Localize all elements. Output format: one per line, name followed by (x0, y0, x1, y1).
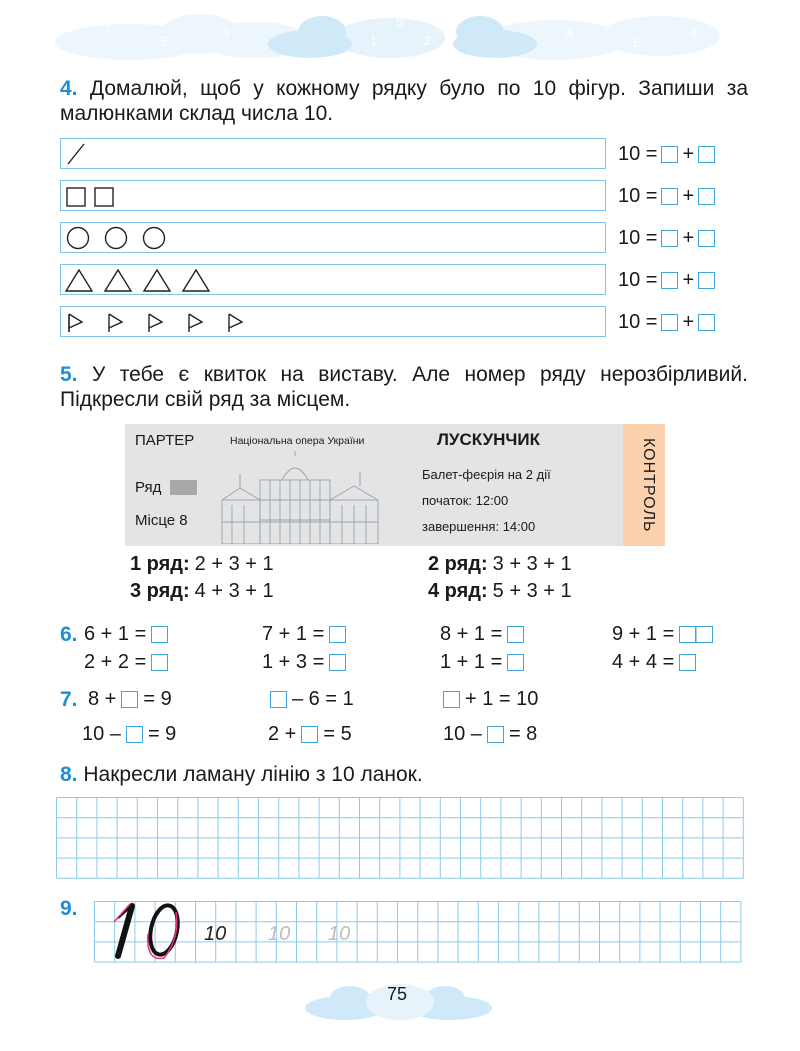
option-label: 1 ряд: (130, 553, 190, 575)
answer-box[interactable] (679, 654, 696, 671)
ticket-row-smudge (170, 480, 197, 495)
task7-item (268, 723, 352, 746)
answer-box[interactable] (121, 691, 138, 708)
task4-text: Домалюй, щоб у кожному рядку було по 10 фігур. Запиши за малюнками склад числа 10. (60, 77, 749, 125)
expr-after: = 9 (147, 723, 177, 745)
ticket-seat: Місце 8 (135, 512, 188, 529)
drawing-grid[interactable] (56, 797, 746, 883)
answer-box[interactable] (329, 654, 346, 671)
plus-sign: + (682, 185, 695, 207)
answer-box[interactable] (661, 230, 678, 247)
expr: 2 + 2 = (84, 651, 147, 673)
cloud-strip (55, 14, 720, 60)
header-decoration (0, 0, 800, 62)
answer-box[interactable] (443, 691, 460, 708)
row-option-4[interactable] (428, 580, 572, 603)
answer-box[interactable] (661, 188, 678, 205)
square-shape (67, 188, 85, 206)
task6-item (440, 623, 524, 646)
task4-shapes (60, 138, 360, 338)
task7-number: 7. (60, 688, 78, 711)
answer-box[interactable] (487, 726, 504, 743)
answer-box[interactable] (301, 726, 318, 743)
ticket-stub-text: КОНТРОЛЬ (640, 437, 657, 533)
option-expr: 4 + 3 + 1 (194, 580, 274, 602)
task9-number: 9. (60, 897, 78, 920)
answer-box[interactable] (151, 654, 168, 671)
ticket (125, 424, 665, 546)
task7-item (82, 723, 176, 746)
option-expr: 2 + 3 + 1 (194, 553, 274, 575)
task7-item (443, 688, 538, 711)
task6-item (612, 623, 713, 646)
header-digit: 8 (690, 25, 698, 40)
expr-before: 10 – (443, 723, 482, 745)
triangle-shape (144, 270, 170, 291)
answer-box[interactable] (126, 726, 143, 743)
expr-before: 2 + (268, 723, 297, 745)
ticket-show: ЛУСКУНЧИК (437, 430, 540, 449)
answer-box[interactable] (270, 691, 287, 708)
task5-instruction (60, 362, 748, 412)
equation-row-5 (618, 311, 715, 334)
option-expr: 3 + 3 + 1 (492, 553, 572, 575)
task6-number: 6. (60, 623, 78, 646)
page-number: 75 (387, 984, 408, 1004)
plus-sign: + (682, 269, 695, 291)
task4-instruction (60, 76, 748, 126)
circle-shape (144, 228, 165, 249)
task6-item (612, 651, 696, 674)
answer-box[interactable] (507, 654, 524, 671)
answer-box[interactable] (507, 626, 524, 643)
opera-house-illustration (220, 450, 390, 544)
option-label: 3 ряд: (130, 580, 190, 602)
header-digit: 1 (370, 33, 378, 48)
answer-box[interactable] (661, 146, 678, 163)
answer-box[interactable] (329, 626, 346, 643)
circle-shape (68, 228, 89, 249)
eq-left: 10 = (618, 143, 658, 165)
ticket-row-label: Ряд (135, 479, 162, 496)
task6-item (262, 651, 346, 674)
expr-before: 8 + (88, 688, 117, 710)
task5-text: У тебе є квиток на виставу. Але номер ряду нерозбірливий. Підкресли свій ряд за місцем. (60, 363, 748, 411)
row-option-2[interactable] (428, 553, 572, 576)
row-option-3[interactable] (130, 580, 274, 603)
big-ten-guide (104, 898, 194, 964)
triangle-shape (183, 270, 209, 291)
equation-row-4 (618, 269, 715, 292)
plus-sign: + (682, 143, 695, 165)
header-digit: 2 (424, 33, 432, 48)
task8-number: 8. (60, 763, 78, 786)
expr-after: = 9 (143, 688, 172, 710)
header-digit: 7 (105, 22, 113, 37)
answer-box[interactable] (661, 314, 678, 331)
ticket-end: завершення: 14:00 (422, 519, 536, 534)
expr: 1 + 1 = (440, 651, 503, 673)
task7-item (88, 688, 172, 711)
expr-before: 10 – (82, 723, 121, 745)
header-digit: 6 (633, 35, 641, 50)
task8-instruction (60, 762, 423, 787)
row-option-1[interactable] (130, 553, 274, 576)
ticket-start: початок: 12:00 (422, 493, 509, 508)
header-digit: 3 (222, 24, 230, 39)
option-label: 2 ряд: (428, 553, 488, 575)
expr: 7 + 1 = (262, 623, 325, 645)
task6-item (84, 651, 168, 674)
ticket-genre: Балет-феєрія на 2 дії (422, 467, 551, 482)
task8-text: Накресли ламану лінію з 10 ланок. (83, 763, 423, 786)
expr: 8 + 1 = (440, 623, 503, 645)
eq-left: 10 = (618, 269, 658, 291)
task6-item (84, 623, 168, 646)
expr: 4 + 4 = (612, 651, 675, 673)
answer-box[interactable] (698, 230, 715, 247)
sample-ten-trace: 10 (268, 923, 291, 945)
task7-item (443, 723, 537, 746)
answer-box[interactable] (698, 314, 715, 331)
answer-box[interactable] (151, 626, 168, 643)
line-shape (68, 144, 84, 164)
answer-box[interactable] (698, 188, 715, 205)
task6-item (262, 623, 346, 646)
expr-after: + 1 = 10 (465, 688, 539, 710)
sample-ten-trace: 10 (328, 923, 351, 945)
task4-number: 4. (60, 77, 78, 100)
task7-item (270, 688, 354, 711)
ticket-stub (623, 424, 665, 546)
plus-sign: + (682, 311, 695, 333)
header-digit: 0 (396, 16, 404, 31)
circle-shape (106, 228, 127, 249)
equation-row-3 (618, 227, 715, 250)
task5-number: 5. (60, 363, 78, 386)
plus-sign: + (682, 227, 695, 249)
flag-shapes (69, 314, 242, 332)
equation-row-1 (618, 143, 715, 166)
square-shape (95, 188, 113, 206)
option-label: 4 ряд: (428, 580, 488, 602)
answer-box[interactable] (679, 626, 713, 643)
triangle-shape (66, 270, 92, 291)
option-expr: 5 + 3 + 1 (492, 580, 572, 602)
expr: 9 + 1 = (612, 623, 675, 645)
ticket-venue: Національна опера України (230, 435, 365, 447)
header-digit: 5 (160, 34, 168, 49)
ticket-section: ПАРТЕР (135, 432, 195, 449)
sample-ten: 10 (204, 923, 227, 945)
eq-left: 10 = (618, 185, 658, 207)
answer-box[interactable] (698, 146, 715, 163)
triangle-shape (105, 270, 131, 291)
expr: 6 + 1 = (84, 623, 147, 645)
eq-left: 10 = (618, 227, 658, 249)
expr-after: = 5 (323, 723, 352, 745)
expr-after: = 8 (508, 723, 538, 745)
answer-box[interactable] (698, 272, 715, 289)
eq-left: 10 = (618, 311, 658, 333)
expr-after: – 6 = 1 (292, 688, 354, 710)
answer-box[interactable] (661, 272, 678, 289)
header-digit: 4 (566, 26, 574, 41)
equation-row-2 (618, 185, 715, 208)
expr: 1 + 3 = (262, 651, 325, 673)
task6-item (440, 651, 524, 674)
